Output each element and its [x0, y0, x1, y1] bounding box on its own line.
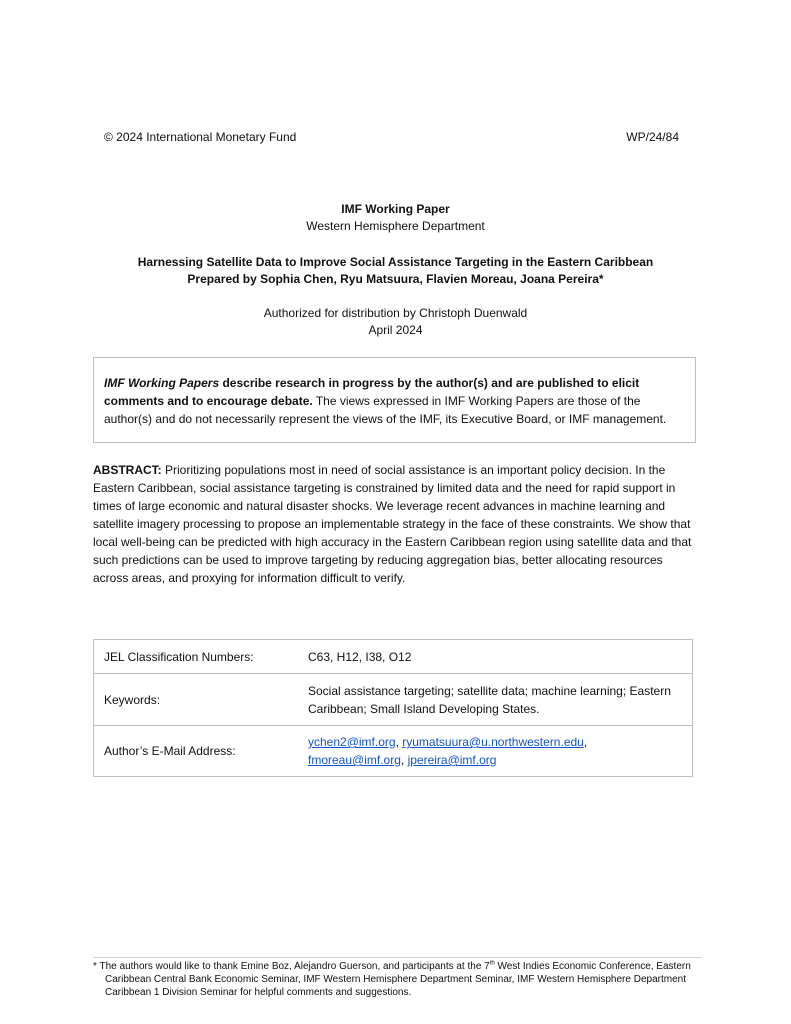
- keywords-label: Keywords:: [94, 674, 309, 726]
- classification-table: [93, 639, 693, 777]
- table-row-email: [94, 726, 693, 777]
- prepared-by: Prepared by Sophia Chen, Ryu Matsuura, Flavien Moreau, Joana Pereira*: [187, 272, 604, 286]
- disclaimer-box: [93, 357, 696, 443]
- footnote-text-start: The authors would like to thank Emine Boz, Alejandro Guerson, and participants at the 7: [96, 961, 490, 972]
- email-label: Author’s E-Mail Address:: [94, 726, 309, 777]
- paper-title: Harnessing Satellite Data to Improve Social Assistance Targeting in the Eastern Caribbean: [137, 255, 654, 269]
- series-title: IMF Working Paper: [341, 202, 450, 216]
- disclaimer-series-name: IMF Working Papers: [104, 376, 220, 390]
- authorized-by: Authorized for distribution by Christoph Duenwald: [263, 306, 528, 320]
- footnote-text-end: West Indies Economic Conference, Eastern Caribbean Central Bank Economic Seminar, IMF Western Hemisphere Department Seminar, IMF Western Hemisphere Department Caribbean 1 Division Seminar for helpful comments and suggestions.: [105, 961, 691, 998]
- disclaimer-text: The views expressed in IMF Working Papers are those of the author(s) and do not necessarily represent the views of the IMF, its Executive Board, or IMF management.: [104, 394, 667, 426]
- copyright-notice: © 2024 International Monetary Fund: [104, 130, 297, 144]
- footnote: [93, 960, 701, 999]
- email-separator: ,: [583, 735, 588, 749]
- table-row-keywords: [94, 674, 693, 726]
- footnote-ordinal: th: [489, 960, 495, 967]
- email-link-matsuura[interactable]: ryumatsuura@u.northwestern.edu: [402, 735, 584, 749]
- email-values: [308, 726, 693, 777]
- footnote-divider: [93, 957, 701, 958]
- table-row-jel: [94, 640, 693, 674]
- email-link-pereira[interactable]: jpereira@imf.org: [407, 753, 497, 767]
- disclaimer-bold-text: describe research in progress by the author(s) and are published to elicit comments and to encourage debate.: [104, 376, 640, 408]
- jel-value: C63, H12, I38, O12: [308, 640, 693, 674]
- department: Western Hemisphere Department: [306, 219, 485, 233]
- email-link-chen[interactable]: ychen2@imf.org: [308, 735, 396, 749]
- email-separator: ,: [400, 753, 408, 767]
- jel-label: JEL Classification Numbers:: [94, 640, 309, 674]
- paper-number: WP/24/84: [626, 130, 679, 144]
- publication-date: April 2024: [368, 323, 423, 337]
- email-link-moreau[interactable]: fmoreau@imf.org: [308, 753, 401, 767]
- abstract-label: ABSTRACT:: [93, 463, 162, 477]
- footnote-marker: *: [93, 961, 97, 972]
- keywords-value: Social assistance targeting; satellite data; machine learning; Eastern Caribbean; Small Island Developing States.: [308, 674, 693, 726]
- abstract-text: Prioritizing populations most in need of social assistance is an important policy decision. In the Eastern Caribbean, social assistance targeting is constrained by limited data and the need for rapid support in times of large economic and natural disaster shocks. We leverage recent advances in machine learning and satellite imagery processing to propose an implementable strategy in the face of these constraints. We show that local well-being can be predicted with high accuracy in the Eastern Caribbean region using satellite data and that such predictions can be used to improve targeting by reducing aggregation bias, better allocating resources across areas, and proxying for information difficult to verify.: [93, 463, 692, 585]
- abstract: [93, 461, 697, 587]
- email-separator: ,: [395, 735, 403, 749]
